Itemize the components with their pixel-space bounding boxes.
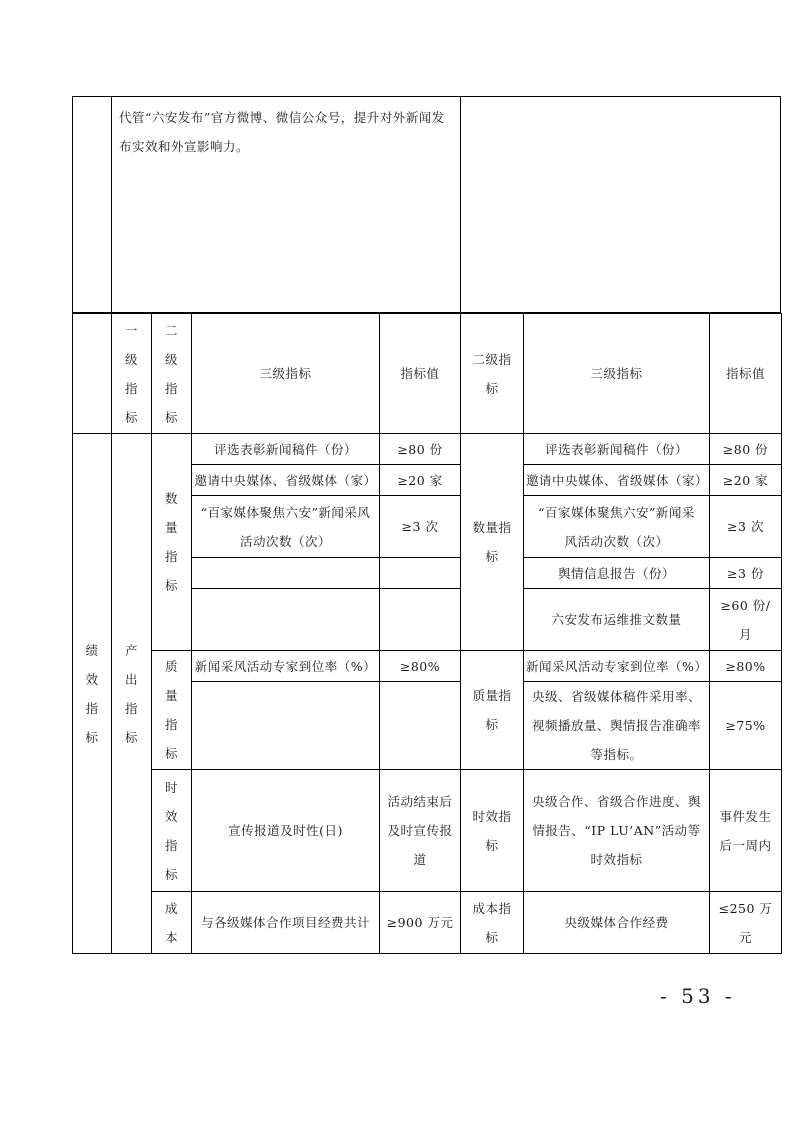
indicator-name: 与各级媒体合作项目经费共计 <box>192 892 380 954</box>
header-value-right: 指标值 <box>710 314 782 434</box>
indicator-value: ≥20 家 <box>380 465 461 496</box>
quality-label-cell: 质量指标 <box>152 651 192 770</box>
indicator-value: ≤250 万元 <box>710 892 782 954</box>
indicator-name: 央级媒体合作经费 <box>524 892 710 954</box>
indicator-value: ≥3 份 <box>710 558 782 589</box>
header-level2: 二级指标 <box>152 314 192 434</box>
header-level1: 一级指标 <box>112 314 152 434</box>
indicator-name: 央级合作、省级合作进度、舆情报告、“IP LU’AN”活动等时效指标 <box>524 770 710 892</box>
cost-label-cell: 成本 <box>152 892 192 954</box>
indicator-name <box>192 589 380 651</box>
indicator-value: ≥80 份 <box>380 434 461 465</box>
timeliness-label-cell: 时效指标 <box>152 770 192 892</box>
indicator-name: 评选表彰新闻稿件（份） <box>192 434 380 465</box>
indicator-value <box>380 682 461 770</box>
table-row <box>73 770 782 892</box>
header-level3: 三级指标 <box>192 314 380 434</box>
indicator-name <box>192 682 380 770</box>
page-number: - 53 - <box>660 984 736 1008</box>
table-row <box>73 434 782 465</box>
indicator-name: 评选表彰新闻稿件（份） <box>524 434 710 465</box>
indicator-name: 邀请中央媒体、省级媒体（家） <box>524 465 710 496</box>
table-row <box>73 892 782 954</box>
header-level2-right: 二级指标 <box>461 314 524 434</box>
table-row <box>73 651 782 682</box>
indicator-name: 六安发布运维推文数量 <box>524 589 710 651</box>
indicator-value: ≥900 万元 <box>380 892 461 954</box>
indicator-name: 宣传报道及时性(日) <box>192 770 380 892</box>
indicator-name: 新闻采风活动专家到位率（%） <box>524 651 710 682</box>
indicator-name: 邀请中央媒体、省级媒体（家） <box>192 465 380 496</box>
quantity-label-cell: 数量指标 <box>152 434 192 651</box>
table-header-row <box>73 314 782 434</box>
indicator-name: “百家媒体聚焦六安”新闻采风活动次数（次） <box>524 496 710 558</box>
indicator-value <box>380 558 461 589</box>
quality-right-label-cell: 质量指标 <box>461 651 524 770</box>
performance-indicator-table <box>72 313 782 954</box>
indicator-value: 事件发生后一周内 <box>710 770 782 892</box>
table-divider <box>460 97 461 312</box>
timeliness-right-label-cell: 时效指标 <box>461 770 524 892</box>
perf-label-cell: 绩效指标 <box>73 434 112 954</box>
indicator-value: ≥60 份/月 <box>710 589 782 651</box>
continuation-table <box>72 96 781 313</box>
quantity-right-label-cell: 数量指标 <box>461 434 524 651</box>
indicator-value: ≥3 次 <box>380 496 461 558</box>
continuation-text: 代管“六安发布”官方微博、微信公众号，提升对外新闻发布实效和外宣影响力。 <box>119 110 445 154</box>
indicator-value: 活动结束后及时宣传报道 <box>380 770 461 892</box>
indicator-name: 舆情信息报告（份） <box>524 558 710 589</box>
indicator-value: ≥3 次 <box>710 496 782 558</box>
indicator-name: 新闻采风活动专家到位率（%） <box>192 651 380 682</box>
indicator-value: ≥20 家 <box>710 465 782 496</box>
indicator-value: ≥80% <box>710 651 782 682</box>
header-level3-right: 三级指标 <box>524 314 710 434</box>
header-value: 指标值 <box>380 314 461 434</box>
indicator-name: 央级、省级媒体稿件采用率、视频播放量、舆情报告准确率等指标。 <box>524 682 710 770</box>
indicator-value: ≥80% <box>380 651 461 682</box>
output-label-cell: 产出指标 <box>112 434 152 954</box>
cost-right-label-cell: 成本指标 <box>461 892 524 954</box>
indicator-name: “百家媒体聚焦六安”新闻采风活动次数（次） <box>192 496 380 558</box>
indicator-value: ≥75% <box>710 682 782 770</box>
indicator-name <box>192 558 380 589</box>
indicator-value <box>380 589 461 651</box>
empty-cell <box>73 314 112 434</box>
table-divider <box>111 97 112 312</box>
indicator-value: ≥80 份 <box>710 434 782 465</box>
